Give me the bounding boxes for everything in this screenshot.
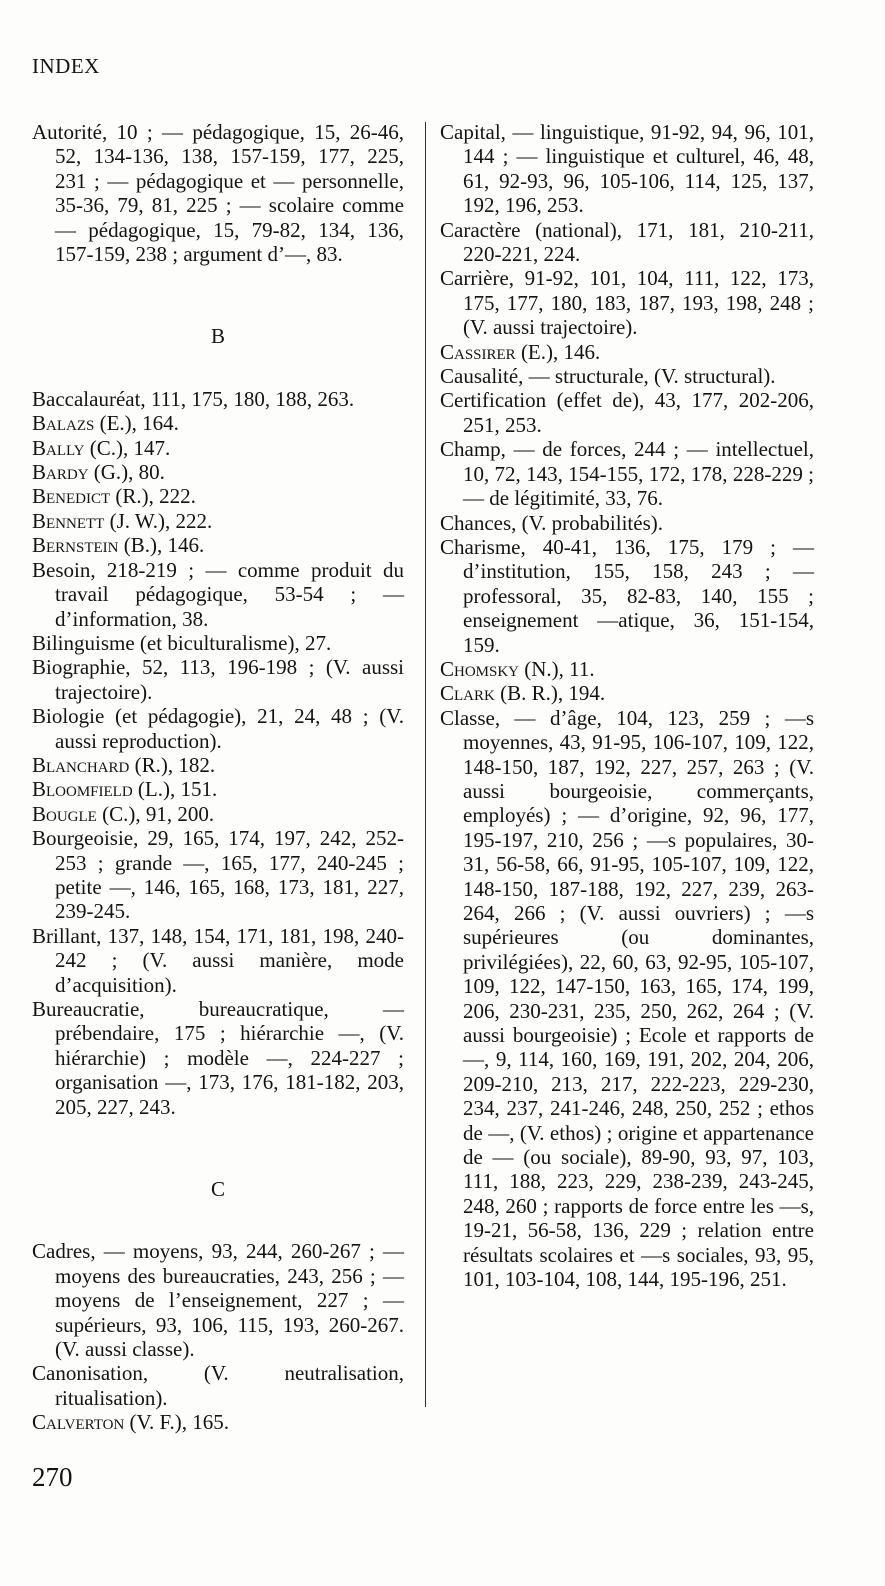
index-entry: Charisme, 40-41, 136, 175, 179 ; — d’institution, 155, 158, 243 ; — professoral, 35, 82-83, 140, 155 ; enseignement —atique, 36, 151-154, 159.	[440, 534, 814, 657]
index-entry: Causalité, — structurale, (V. structural).	[440, 364, 776, 389]
index-entry: Bally (C.), 147.	[32, 435, 171, 460]
index-entry: Biographie, 52, 113, 196-198 ; (V. aussi trajectoire).	[32, 655, 404, 704]
index-entry: Bardy (G.), 80.	[32, 460, 165, 485]
index-entry: Chomsky (N.), 11.	[440, 656, 595, 681]
index-entry: Bilinguisme (et biculturalisme), 27.	[32, 630, 332, 655]
index-entry: Canonisation, (V. neutralisation, ritualisation).	[32, 1361, 404, 1410]
index-entry: Brillant, 137, 148, 154, 171, 181, 198, 240-242 ; (V. aussi manière, mode d’acquisition).	[32, 923, 404, 997]
running-header: INDEX	[32, 54, 100, 78]
index-entry: Benedict (R.), 222.	[32, 484, 196, 509]
column-divider	[425, 122, 426, 1407]
index-entry: Classe, — d’âge, 104, 123, 259 ; —s moyennes, 43, 91-95, 106-107, 109, 122, 148-150, 187, 192, 227, 257, 263 ; (V. aussi bourgeoisie, commerçants, employés) ; — d’origine, 92, 96, 177, 195-197, 210, 256 ; —s populaires, 30-31, 56-58, 66, 91-95, 105-107, 109, 122, 148-150, 187-188, 192, 227, 239, 263-264, 266 ; (V. aussi ouvriers) ; —s supérieures (ou dominantes, privilégiées), 22, 60, 63, 92-95, 105-107, 109, 122, 147-150, 163, 165, 174, 199, 206, 230-231, 235, 250, 262, 264 ; (V. aussi bourgeoisie) ; Ecole et rapports de —, 9, 114, 160, 169, 191, 202, 204, 206, 209-210, 213, 217, 222-223, 229-230, 234, 237, 241-246, 248, 250, 252 ; ethos de —, (V. ethos) ; origine et appartenance de — (ou sociale), 89-90, 93, 97, 103, 111, 188, 223, 229, 238-239, 243-245, 248, 260 ; rapports de force entre les —s, 19-21, 56-58, 136, 229 ; relation entre résultats scolaires et —s sociales, 93, 95, 101, 103-104, 108, 144, 195-196, 251.	[440, 705, 814, 1292]
index-entry: Blanchard (R.), 182.	[32, 752, 216, 777]
index-column-left	[32, 120, 404, 1435]
index-entry: Bloomfield (L.), 151.	[32, 777, 218, 802]
index-entry: Cadres, — moyens, 93, 244, 260-267 ; — moyens des bureaucraties, 243, 256 ; — moyens de l’enseignement, 227 ; — supérieurs, 93, 106, 115, 193, 260-267. (V. aussi classe).	[32, 1239, 404, 1362]
index-entry: Bourgeoisie, 29, 165, 174, 197, 242, 252-253 ; grande —, 165, 177, 240-245 ; petite —, 146, 165, 168, 173, 181, 227, 239-245.	[32, 826, 404, 924]
index-entry: Biologie (et pédagogie), 21, 24, 48 ; (V. aussi reproduction).	[32, 704, 404, 753]
index-column-right	[440, 120, 814, 1292]
index-entry: Carrière, 91-92, 101, 104, 111, 122, 173, 175, 177, 180, 183, 187, 193, 198, 248 ; (V. aussi trajectoire).	[440, 266, 814, 340]
index-entry: Bougle (C.), 91, 200.	[32, 801, 215, 826]
index-entry: Calverton (V. F.), 165.	[32, 1410, 229, 1435]
page-number: 270	[32, 1462, 73, 1492]
index-entry: Champ, — de forces, 244 ; — intellectuel, 10, 72, 143, 154-155, 172, 178, 228-229 ; — de légitimité, 33, 76.	[440, 437, 814, 511]
index-entry: Bureaucratie, bureaucratique, — prébendaire, 175 ; hiérarchie —, (V. hiérarchie) ; modèle —, 224-227 ; organisation —, 173, 176, 181-182, 203, 205, 227, 243.	[32, 997, 404, 1119]
index-entry: Bennett (J. W.), 222.	[32, 508, 213, 533]
index-entry: Autorité, 10 ; — pédagogique, 15, 26-46, 52, 134-136, 138, 157-159, 177, 225, 231 ; — pédagogique et — personnelle, 35-36, 79, 81, 225 ; — scolaire comme — pédagogique, 15, 79-82, 134, 136, 157-159, 238 ; argument d’—, 83.	[32, 120, 404, 267]
index-entry: Certification (effet de), 43, 177, 202-206, 251, 253.	[440, 388, 814, 437]
section-letter-c: C	[210, 1177, 225, 1202]
index-entry: Besoin, 218-219 ; — comme produit du travail pédagogique, 53-54 ; — d’information, 38.	[32, 557, 404, 631]
index-entry: Caractère (national), 171, 181, 210-211, 220-221, 224.	[440, 217, 814, 267]
index-entry: Balazs (E.), 164.	[32, 411, 179, 436]
index-entry: Chances, (V. probabilités).	[440, 510, 663, 535]
index-entry: Capital, — linguistique, 91-92, 94, 96, 101, 144 ; — linguistique et culturel, 46, 48, 61, 92-93, 96, 105-106, 114, 125, 137, 192, 196, 253.	[440, 120, 814, 218]
index-entry: Baccalauréat, 111, 175, 180, 188, 263.	[32, 386, 355, 411]
index-entry: Cassirer (E.), 146.	[440, 339, 601, 364]
index-entry: Bernstein (B.), 146.	[32, 533, 205, 558]
index-entry: Clark (B. R.), 194.	[440, 681, 606, 706]
section-letter-b: B	[210, 324, 225, 349]
